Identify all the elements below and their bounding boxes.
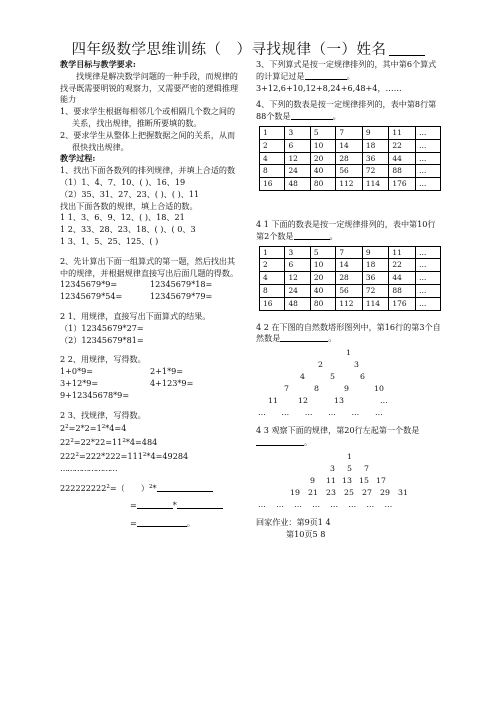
table-cell: 40 (310, 165, 335, 178)
table-cell: … (415, 259, 440, 272)
problem-1e: 1 2、33、28、23、18、( )、( 0、3 (60, 224, 196, 235)
tower-number: 2 (318, 360, 323, 370)
answer-blank[interactable] (280, 341, 328, 342)
table-cell: 114 (362, 297, 389, 310)
tower-number: 3 (330, 463, 335, 473)
problem-2-1: 2 1、用规律，直接写出下面算式的结果。 (60, 310, 211, 321)
requirement-1: 1、要求学生根据每相邻几个或相隔几个数之间的关系，找出规律，推断所要填的数。 (60, 106, 236, 128)
tower-number: 13 (342, 475, 352, 485)
problem-2-1a: （1）12345679*27= (60, 322, 144, 333)
homework-1: 回家作业：第9页1 4 (256, 516, 331, 527)
table-cell: 88 (389, 165, 416, 178)
tower-number: 25 (344, 487, 354, 497)
tower-number: 31 (398, 487, 408, 497)
expr: 12345679*79= (150, 291, 213, 302)
tower-number: 23 (326, 487, 336, 497)
table-cell: … (415, 246, 440, 259)
problem-2-3: 2 3、找规律，写得数。 (60, 409, 146, 420)
table-cell: 20 (310, 272, 335, 285)
table-cell: 56 (336, 165, 363, 178)
table-row (260, 272, 441, 285)
square-line-4: $222222222^2=$（ ）$^2$* (60, 483, 243, 495)
tower-number: 15 (359, 475, 369, 485)
problem-2-row-1 (60, 279, 243, 291)
table-cell: 40 (310, 284, 335, 297)
answer-blank[interactable] (157, 491, 213, 492)
tower-number: 7 (364, 463, 369, 473)
answer-blank[interactable] (294, 239, 330, 240)
table-cell: 1 (260, 126, 285, 139)
tower-number: 8 (314, 384, 319, 394)
tower-number: 12 (298, 396, 308, 406)
question-3: 3、下列算式是按一定规律排列的，其中第6个算式的计算记过是 。 (256, 59, 437, 81)
expr: 3+12*9= (60, 377, 99, 388)
goal-paragraph: 找规律是解决数学问题的一种手段，而规律的找寻既需要明锐的观察力，又需要严密的逻辑推理能力 (60, 70, 239, 105)
table-cell: 14 (336, 139, 363, 152)
table-cell: … (415, 297, 440, 310)
problem-1a: （1）1、4、7、10、( )、16、19 (60, 176, 186, 187)
table-cell: 24 (285, 165, 310, 178)
table-cell: 72 (362, 165, 389, 178)
tower-number: 19 (290, 487, 300, 497)
problem-1c: 找出下面各数的规律，填上合适的数。 (60, 200, 198, 211)
problem-1d: 1 1、3、6、9、12、( )、18、21 (60, 212, 185, 223)
table-row (260, 284, 441, 297)
tower-dots: … … … … … … … … (258, 499, 393, 509)
problem-2-2-row-1 (60, 366, 243, 378)
table-cell: 11 (389, 246, 416, 259)
table-cell: 5 (310, 246, 335, 259)
square-line-3: $222^2=222*222=111^2*4=49284$ (60, 450, 189, 461)
tower-number: 5 (347, 463, 352, 473)
question-4: 4、下列的数表是按一定规律排列的，表中第8行第88个数是 。 (256, 99, 437, 122)
table-cell: 112 (336, 178, 363, 191)
table-cell: … (415, 272, 440, 285)
problem-1b: （2）35、31、27、23、( )、( )、11 (60, 188, 200, 199)
goal-heading: 教学目标与教学要求: (60, 59, 136, 69)
table-row (260, 246, 441, 259)
tower-number: 10 (374, 384, 384, 394)
table-cell: 36 (362, 272, 389, 285)
tower-number: 21 (308, 487, 318, 497)
answer-blank[interactable] (137, 526, 187, 527)
table-cell: 80 (310, 297, 335, 310)
number-tower-2 (256, 449, 441, 509)
tower-number: 9 (310, 475, 315, 485)
table-cell: 72 (362, 284, 389, 297)
answer-blank[interactable] (137, 508, 173, 509)
table-cell: 80 (310, 178, 335, 191)
table-cell: 11 (389, 126, 416, 139)
table-cell: 3 (285, 246, 310, 259)
table-cell: 8 (260, 284, 285, 297)
left-column (60, 59, 243, 530)
table-cell: … (415, 139, 440, 152)
table-cell: 6 (285, 259, 310, 272)
table-row (260, 259, 441, 272)
table-cell: 112 (336, 297, 363, 310)
problem-2-2-row-2 (60, 378, 243, 390)
requirement-2: 2、要求学生从整体上把握数据之间的关系，从而很快找出规律。 (60, 129, 236, 152)
table-row (260, 178, 441, 191)
expr: 12345679*54= (60, 291, 123, 302)
table-cell: 3 (285, 126, 310, 139)
table-cell: 12 (285, 272, 310, 285)
table-cell: 16 (260, 297, 285, 310)
process-heading: 教学过程: (60, 153, 96, 164)
tower-number: 3 (354, 360, 359, 370)
tower-number: 17 (376, 475, 386, 485)
tower-number: 7 (284, 384, 289, 394)
table-row (260, 126, 441, 139)
table-cell: 1 (260, 246, 285, 259)
table-cell: 18 (362, 139, 389, 152)
table-cell: 114 (362, 178, 389, 191)
table-row (260, 139, 441, 152)
expr: 4+123*9= (150, 377, 194, 388)
table-cell: 48 (285, 297, 310, 310)
table-cell: 28 (336, 272, 363, 285)
table-cell: … (415, 178, 440, 191)
tower-number: 9 (344, 384, 349, 394)
tower-number: 13 (334, 396, 344, 406)
table-cell: 16 (260, 178, 285, 191)
expr: 2+1*9= (150, 366, 184, 377)
answer-blank[interactable] (177, 508, 223, 509)
table-cell: 7 (336, 126, 363, 139)
table-cell: 8 (260, 165, 285, 178)
table-cell: 22 (389, 259, 416, 272)
question-4-3: 4 3 观察下面的规律，第20行左起第一个数是。 (256, 425, 420, 447)
table-cell: 20 (310, 152, 335, 165)
tower-number: 1 (347, 451, 352, 461)
tower-number: 11 (326, 475, 336, 485)
table-cell: 88 (389, 284, 416, 297)
square-line-2: $22^2=22*22=11^2*4=484$ (60, 437, 158, 448)
tower-number: 11 (268, 396, 278, 406)
tower-number: 1 (346, 348, 351, 358)
square-line-5: = * (60, 500, 243, 512)
answer-blank[interactable] (291, 119, 333, 120)
square-dots: …………………… (60, 462, 117, 473)
tower-number: 6 (360, 372, 365, 382)
expr: 1+0*9= (60, 366, 94, 377)
answer-blank[interactable] (256, 445, 304, 446)
table-cell: 14 (336, 259, 363, 272)
table-cell: 36 (362, 152, 389, 165)
question-4-2: 4 2 在下图的自然数塔形图列中，第16行的第3个自然数是 。 (256, 321, 441, 344)
table-cell: … (415, 284, 440, 297)
answer-blank[interactable] (305, 79, 347, 80)
table-cell: 9 (362, 126, 389, 139)
problem-2: 2、先计算出下面一组算式的第一题，然后找出其中的规律，并根据规律直接写出后面几题的得数。 (60, 255, 239, 278)
square-line-1: $2^2=2*2=1^2*4=4$ (60, 423, 127, 434)
homework-2: 第10页5 8 (286, 528, 326, 539)
table-cell: 10 (310, 139, 335, 152)
table-cell: … (415, 152, 440, 165)
table-cell: 176 (389, 297, 416, 310)
table-cell: 10 (310, 259, 335, 272)
table-cell: 7 (336, 246, 363, 259)
tower-number: 5 (330, 372, 335, 382)
table-cell: 4 (260, 152, 285, 165)
table-cell: 2 (260, 259, 285, 272)
tower-number: 4 (300, 372, 305, 382)
table-cell: 22 (389, 139, 416, 152)
table-cell: 48 (285, 178, 310, 191)
table-cell: 176 (389, 178, 416, 191)
problem-1: 1、找出下面各数列的排列规律，并填上合适的数 (60, 165, 236, 176)
tower-dots: … … … … … … (258, 408, 383, 418)
table-cell: … (415, 126, 440, 139)
name-blank (389, 55, 425, 56)
table-cell: 12 (285, 152, 310, 165)
table-cell: 6 (285, 139, 310, 152)
table-cell: 44 (389, 272, 416, 285)
problem-2-2: 2 2、用规律，写得数。 (60, 354, 146, 365)
table-cell: 24 (285, 284, 310, 297)
title-text: 四年级数学思维训练（ ）寻找规律（一）姓名 (71, 42, 387, 58)
question-4-1: 4 1 下面的数表是按一定规律排列的，表中第10行第2个数是 。 (256, 218, 436, 241)
problem-2-row-2 (60, 291, 243, 303)
number-table-1 (259, 126, 441, 191)
tower-number: 29 (380, 487, 390, 497)
tower-number: … (380, 396, 388, 406)
expr: 12345679*9= (60, 279, 118, 290)
problem-2-1b: （2）12345679*81= (60, 334, 144, 345)
table-cell: 5 (310, 126, 335, 139)
table-cell: 44 (389, 152, 416, 165)
table-row (260, 152, 441, 165)
table-row (260, 297, 441, 310)
number-tower-1 (256, 345, 441, 419)
table-cell: 2 (260, 139, 285, 152)
table-cell: … (415, 165, 440, 178)
table-cell: 18 (362, 259, 389, 272)
expr: 12345679*18= (150, 279, 213, 290)
table-cell: 9 (362, 246, 389, 259)
number-table-2 (259, 246, 441, 311)
page-title (0, 38, 496, 59)
right-column (256, 59, 441, 540)
table-cell: 4 (260, 272, 285, 285)
question-3-sequence: 3+12,6+10,12+8,24+6,48+4，…… (256, 82, 402, 93)
table-row (260, 165, 441, 178)
problem-2-2-row-3: 9+12345678*9= (60, 389, 130, 400)
table-cell: 56 (336, 284, 363, 297)
tower-number: 27 (362, 487, 372, 497)
table-cell: 28 (336, 152, 363, 165)
problem-1f: 1 3、1、5、25、125、( ) (60, 235, 159, 246)
square-line-6: = 。 (130, 518, 195, 529)
